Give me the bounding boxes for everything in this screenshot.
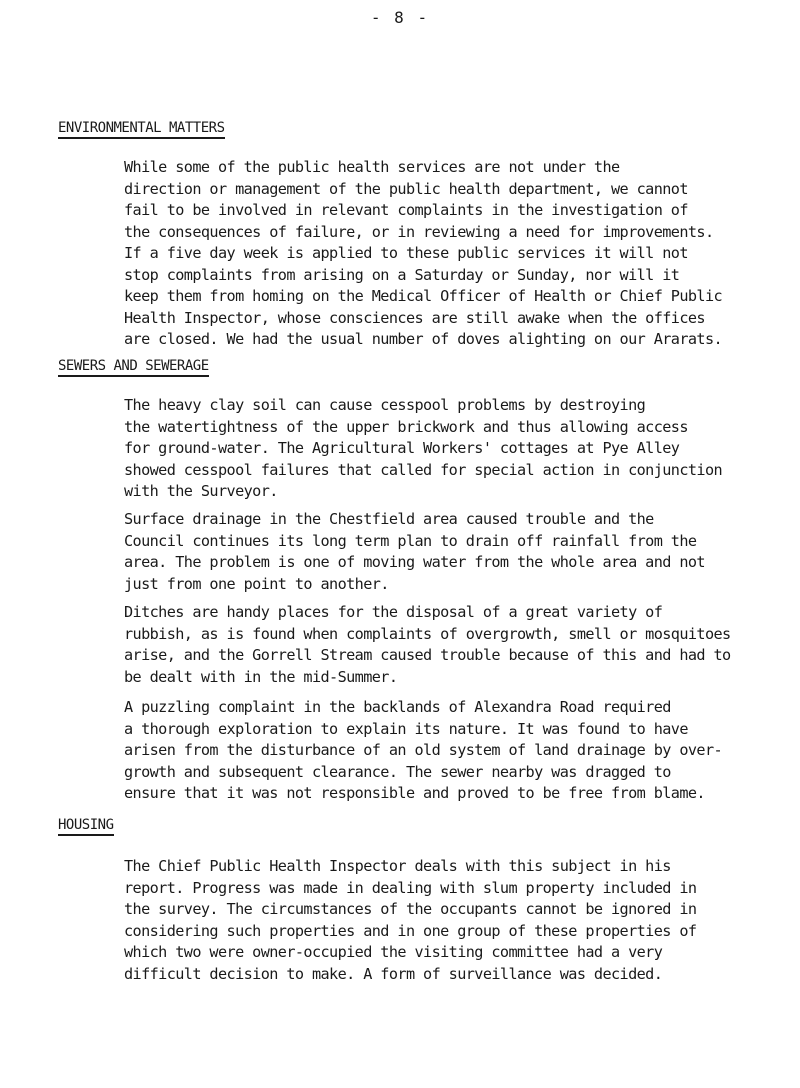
heading-housing: HOUSING: [58, 817, 114, 836]
page-number: - 8 -: [370, 8, 430, 27]
paragraph-sewers-4: A puzzling complaint in the backlands of Alexandra Road required a thorough exploration to explain its nature. It was found to have arisen from the disturbance of an old system of land drainage by over- growth and subsequent clearance. The sewer nearby was dragged to ensure that it was not responsible and proved to be free from blame.: [124, 698, 723, 802]
paragraph-sewers-1: The heavy clay soil can cause cesspool problems by destroying the watertightness of the upper brickwork and thus allowing access for ground-water. The Agricultural Workers' cottages at Pye Alley showed cesspool failures that called for special action in conjunction with the Surveyor.: [124, 396, 723, 500]
heading-sewers-and-sewerage: SEWERS AND SEWERAGE: [58, 358, 209, 377]
paragraph-environmental-1: While some of the public health services are not under the direction or management of the public health department, we cannot fail to be involved in relevant complaints in the investigation of the consequences of failure, or in reviewing a need for improvements. If a five day week is applied to these public services it will not stop complaints from arising on a Saturday or Sunday, nor will it keep them from homing on the Medical Officer of Health or Chief Public Health Inspector, whose consciences are still awake when the offices are closed. We had the usual number of doves alighting on our Ararats.: [124, 158, 723, 348]
paragraph-sewers-2: Surface drainage in the Chestfield area caused trouble and the Council continues its long term plan to drain off rainfall from the area. The problem is one of moving water from the whole area and not just from one point to another.: [124, 510, 705, 593]
paragraph-sewers-3: Ditches are handy places for the disposal of a great variety of rubbish, as is found when complaints of overgrowth, smell or mosquitoes arise, and the Gorrell Stream caused trouble because of this and had to be dealt with in the mid-Summer.: [124, 603, 731, 686]
paragraph-housing-1: The Chief Public Health Inspector deals with this subject in his report. Progress was made in dealing with slum property included in the survey. The circumstances of the occupants cannot be ignored in considering such properties and in one group of these properties of which two were owner-occupied the visiting committee had a very difficult decision to make. A form of surveillance was decided.: [124, 857, 697, 983]
heading-environmental-matters: ENVIRONMENTAL MATTERS: [58, 120, 225, 139]
